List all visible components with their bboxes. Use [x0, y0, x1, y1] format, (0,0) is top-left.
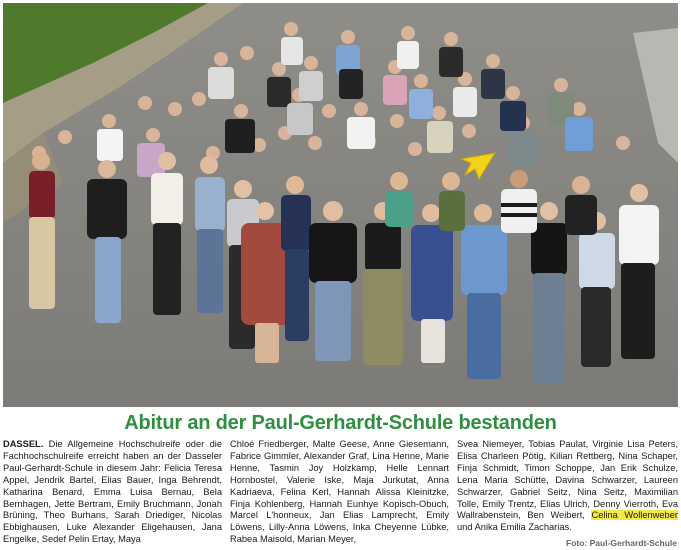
group-photo-illustration — [3, 3, 678, 407]
column-3-tail: und Anika Emilia Zacharias. — [457, 522, 572, 533]
column-3-text: Svea Niemeyer, Tobias Paulat, Virginie Lisa Peters, Elisa Charleen Pötig, Kilian Rettberg, Nina Schaper, Finja Schmidt, Timon Schoppe, Jan Erik Schulze, Lena Maria Schütte, Davina Schwarzer, Laureen Schwarzer, Gabriel Seitz, Nina Seitz, Maximilian Tolle, Emily Trentz, Elias Ulrich, Denny Vierroth, Eva Wallrabenstein, Ben Weibert, — [457, 439, 678, 521]
column-2-text: Chloé Friedberger, Malte Geese, Anne Giesemann, Fabrice Gimmler, Alexander Graf, Lina Henne, Marie Henne, Tasmin Joy Holzkamp, Helle Lennart Hornbostel, Valerie Iske, Maja Jurkutat, Anna Kadriaeva, Felina Kerl, Hannah Alissa Kleinitzke, Finja Kohlenberg, Hannah Eunhye Kopisch-Obuch, Marcel L'honneux, Jan Elias Lamprecht, Emily Löwens, Lilly-Anna Löwens, Inka Cheyenne Lübke, Rabea Maisold, Marian Meyer, — [230, 439, 449, 545]
article-column-1 — [3, 439, 222, 545]
article-column-3 — [457, 439, 678, 534]
highlighted-name: Celina Wollenweber — [591, 510, 678, 521]
article-column-2 — [230, 439, 449, 545]
photo-credit: Foto: Paul-Gerhardt-Schule — [566, 538, 677, 548]
group-photo — [3, 3, 678, 407]
headline: Abitur an der Paul-Gerhardt-Schule bestanden — [124, 412, 557, 434]
dateline: DASSEL. — [3, 439, 44, 449]
column-1-text: Die Allgemeine Hochschulreife oder die Fachhochschulreife erreicht haben an der Dasseler Paul-Gerhardt-Schule in diesem Jahr: Felicia Teresa Appel, Jendrik Bartel, Elias Bauer, Inga Behrendt, Katharina Benard, Emma Luisa Bernau, Bela Bernhagen, Jette Bertram, Emily Bruchmann, Jonah Brüning, Theo Burhans, Sarah Driediger, Nicolas Ebbighausen, Luke Alexander Eligehausen, Jana Engelke, Sedef Pelin Ertay, Maya — [3, 439, 222, 545]
